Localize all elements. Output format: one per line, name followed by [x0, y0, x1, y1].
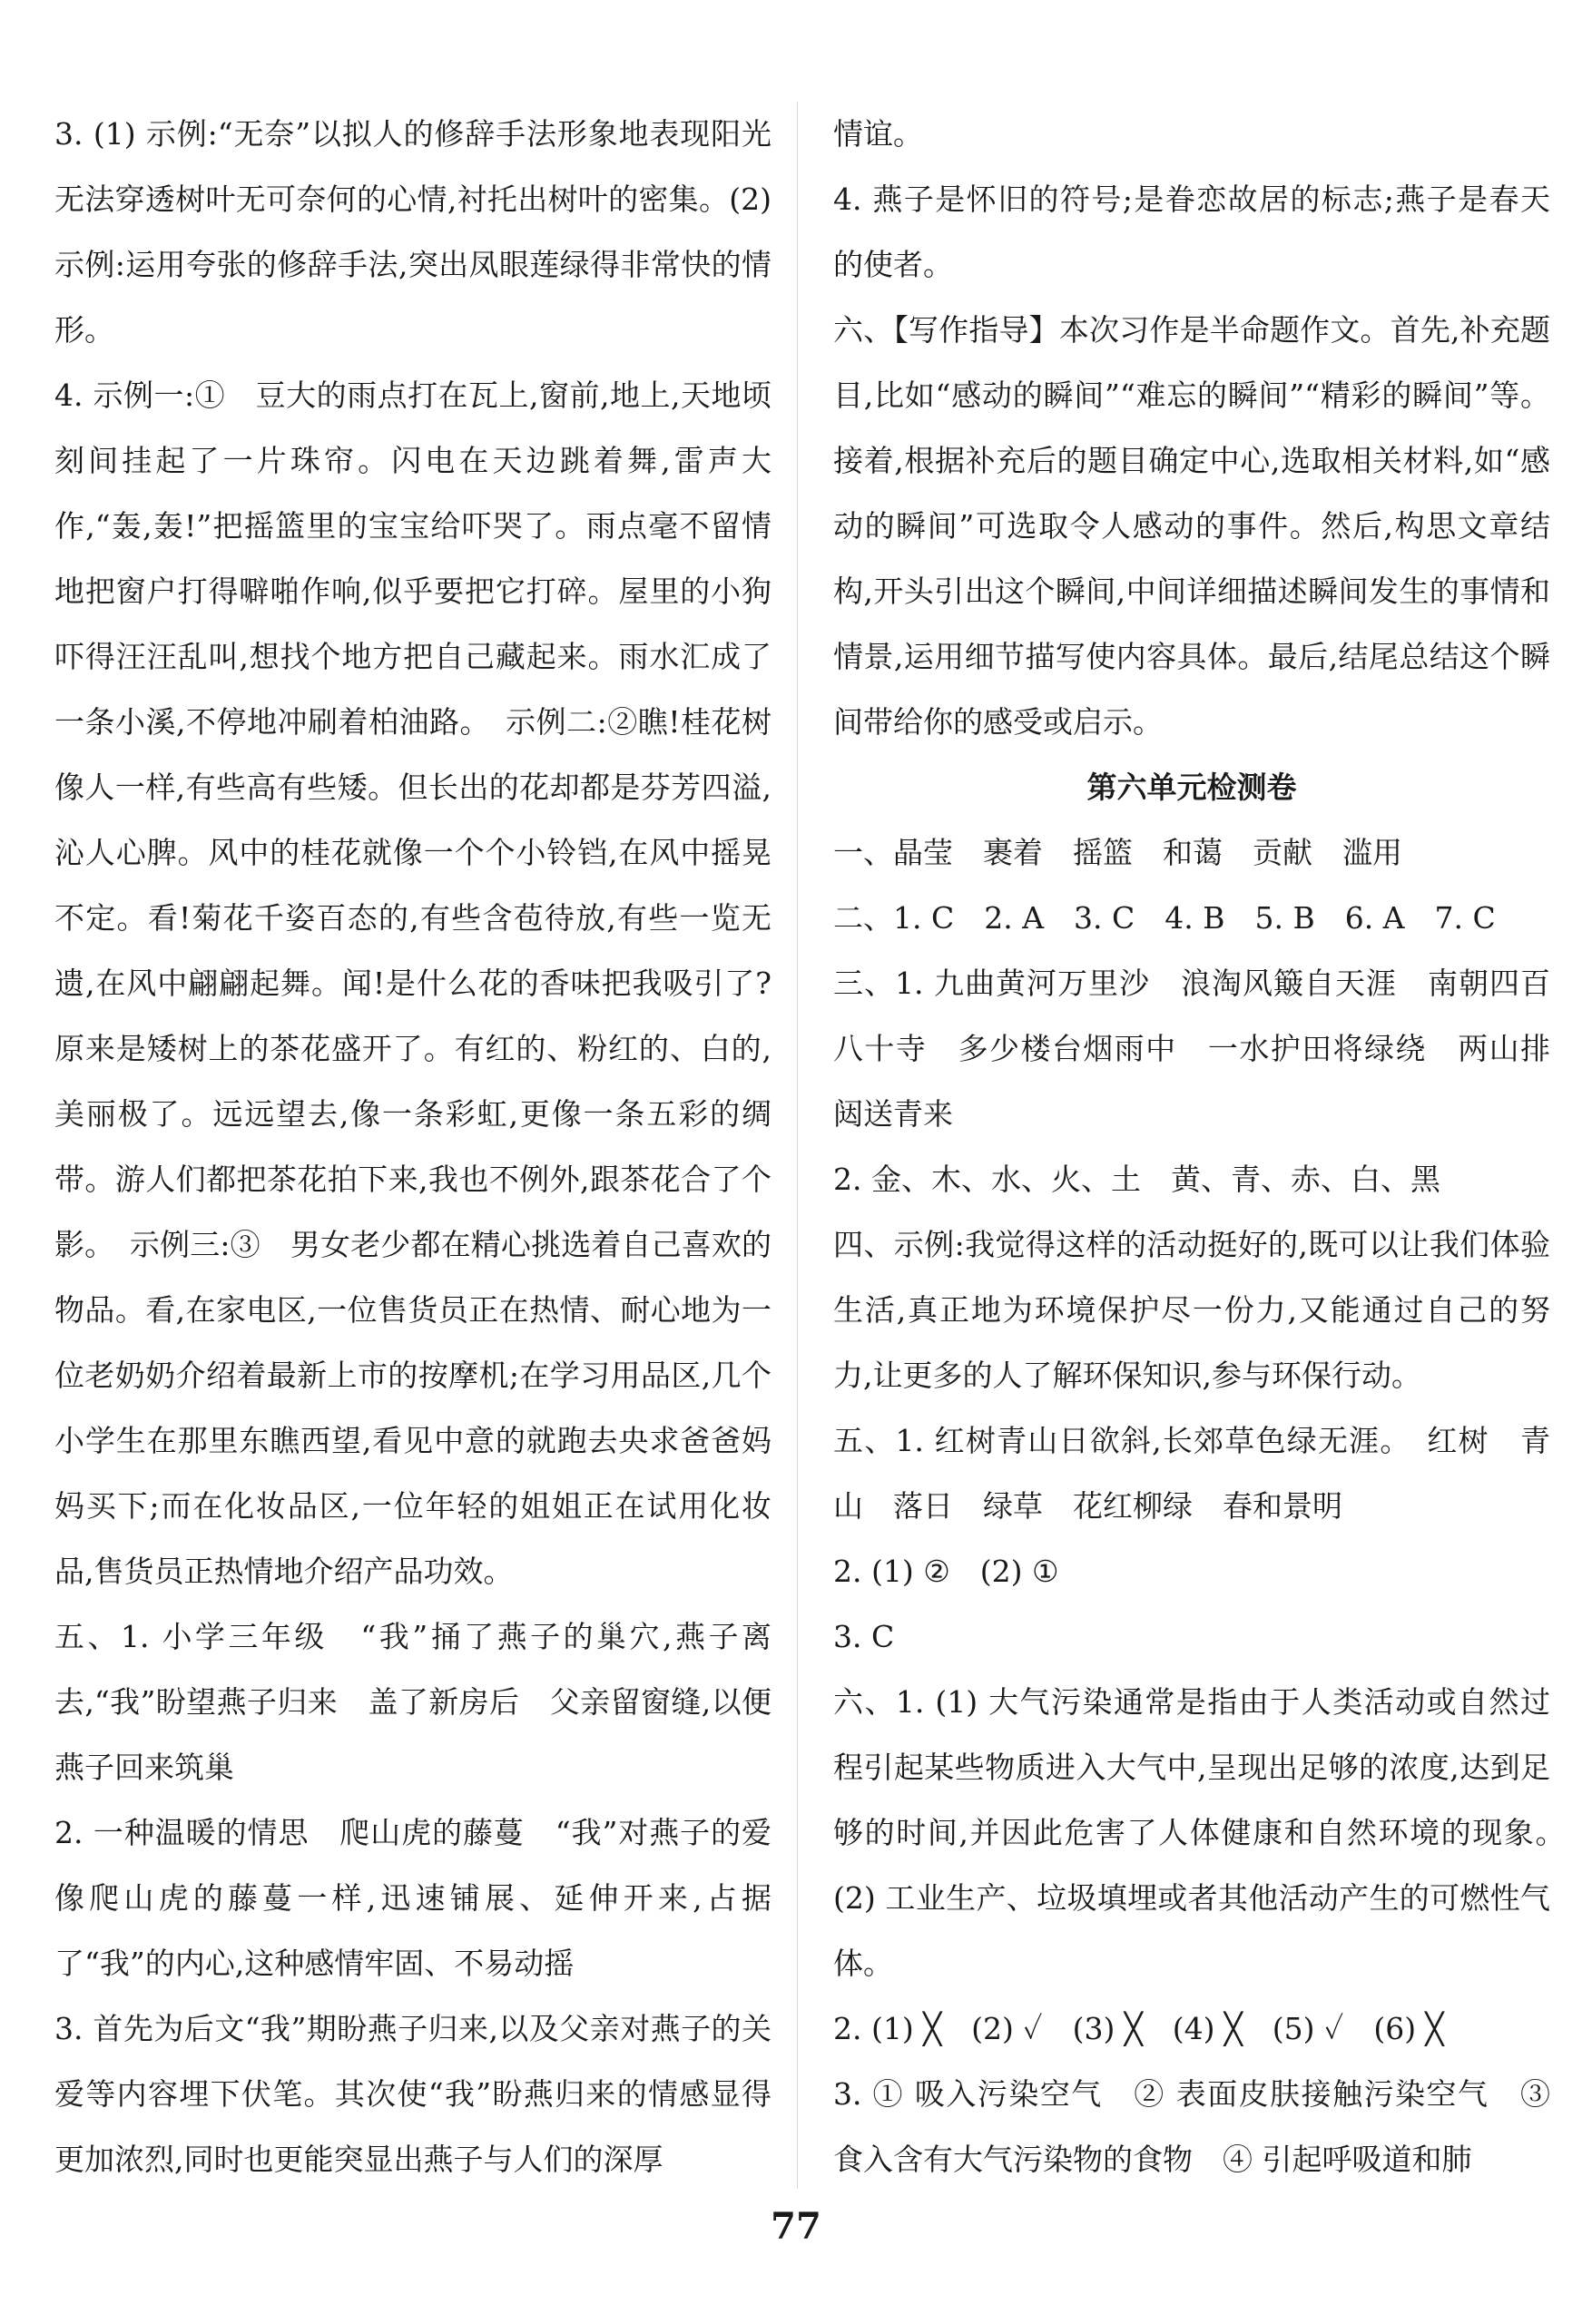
answer-paragraph: 情谊。	[833, 116, 923, 152]
answer-paragraph: 五、1. 红树青山日欲斜,长郊草色绿无涯。 红树 青山 落日 绿草 花红柳绿 春和景明	[833, 1423, 1550, 1524]
answer-paragraph: 3. 首先为后文“我”期盼燕子归来,以及父亲对燕子的关爱等内容埋下伏笔。其次使“我”盼燕归来的情感显得更加浓烈,同时也更能突显出燕子与人们的深厚	[54, 2011, 771, 2177]
column-divider	[797, 102, 798, 2189]
answer-paragraph: 二、1. C 2. A 3. C 4. B 5. B 6. A 7. C	[833, 900, 1496, 936]
answer-paragraph: 3. ① 吸入污染空气 ② 表面皮肤接触污染空气 ③ 食入含有大气污染物的食物 ④ 引起呼吸道和肺	[833, 2076, 1550, 2177]
answer-paragraph: 2. (1) ② (2) ①	[833, 1554, 1059, 1589]
answer-paragraph: 4. 示例一:① 豆大的雨点打在瓦上,窗前,地上,天地顷刻间挂起了一片珠帘。闪电在天边跳着舞,雷声大作,“轰,轰!”把摇篮里的宝宝给吓哭了。雨点毫不留情地把窗户打得噼啪作响,似乎要把它打碎。屋里的小狗吓得汪汪乱叫,想找个地方把自己藏起来。雨水汇成了一条小溪,不停地冲刷着柏油路。 示例二:②瞧!桂花树像人一样,有些高有些矮。但长出的花却都是芬芳四溢,沁人心脾。风中的桂花就像一个个小铃铛,在风中摇晃不定。看!菊花千姿百态的,有些含苞待放,有些一览无遗,在风中翩翩起舞。闻!是什么花的香味把我吸引了?原来是矮树上的茶花盛开了。有红的、粉红的、白的,美丽极了。远远望去,像一条彩虹,更像一条五彩的绸带。游人们都把茶花拍下来,我也不例外,跟茶花合了个影。 示例三:③ 男女老少都在精心挑选着自己喜欢的物品。看,在家电区,一位售货员正在热情、耐心地为一位老奶奶介绍着最新上市的按摩机;在学习用品区,几个小学生在那里东瞧西望,看见中意的就跑去央求爸爸妈妈买下;而在化妆品区,一位年轻的姐姐正在试用化妆品,售货员正热情地介绍产品功效。	[54, 378, 771, 1589]
answer-paragraph: 3. C	[833, 1619, 895, 1654]
right-column	[833, 102, 1580, 2192]
answer-paragraph: 4. 燕子是怀旧的符号;是眷恋故居的标志;燕子是春天的使者。	[833, 181, 1550, 282]
answer-paragraph: 六、【写作指导】本次习作是半命题作文。首先,补充题目,比如“感动的瞬间”“难忘的瞬间”“精彩的瞬间”等。接着,根据补充后的题目确定中心,选取相关材料,如“感动的瞬间”可选取令人感动的事件。然后,构思文章结构,开头引出这个瞬间,中间详细描述瞬间发生的事情和情景,运用细节描写使内容具体。最后,结尾总结这个瞬间带给你的感受或启示。	[833, 312, 1550, 740]
answer-paragraph: 三、1. 九曲黄河万里沙 浪淘风簸自天涯 南朝四百八十寺 多少楼台烟雨中 一水护田将绿绕 两山排闼送青来	[833, 966, 1550, 1132]
answer-paragraph: 2. (1) ╳ (2) ✓ (3) ╳ (4) ╳ (5) ✓ (6) ╳	[833, 2011, 1444, 2046]
section-title: 第六单元检测卷	[1086, 770, 1297, 805]
answer-paragraph: 五、1. 小学三年级 “我”捅了燕子的巢穴,燕子离去,“我”盼望燕子归来 盖了新房后 父亲留窗缝,以便燕子回来筑巢	[54, 1619, 771, 1785]
answer-paragraph: 一、晶莹 裹着 摇篮 和蔼 贡献 滥用	[833, 835, 1402, 870]
answer-paragraph: 四、示例:我觉得这样的活动挺好的,既可以让我们体验生活,真正地为环境保护尽一份力,又能通过自己的努力,让更多的人了解环保知识,参与环保行动。	[833, 1227, 1550, 1393]
answer-paragraph: 六、1. (1) 大气污染通常是指由于人类活动或自然过程引起某些物质进入大气中,呈现出足够的浓度,达到足够的时间,并因此危害了人体健康和自然环境的现象。 (2) 工业生产、垃圾填埋或者其他活动产生的可燃性气体。	[833, 1684, 1580, 1981]
left-column	[54, 102, 771, 2192]
page-number: 77	[771, 2205, 821, 2248]
answer-paragraph: 2. 金、木、水、火、土 黄、青、赤、白、黑	[833, 1162, 1440, 1197]
answer-paragraph: 2. 一种温暖的情思 爬山虎的藤蔓 “我”对燕子的爱像爬山虎的藤蔓一样,迅速铺展、延伸开来,占据了“我”的内心,这种感情牢固、不易动摇	[54, 1815, 771, 1981]
answer-paragraph: 3. (1) 示例:“无奈”以拟人的修辞手法形象地表现阳光无法穿透树叶无可奈何的心情,衬托出树叶的密集。(2) 示例:运用夸张的修辞手法,突出凤眼莲绿得非常快的情形。	[54, 116, 771, 348]
